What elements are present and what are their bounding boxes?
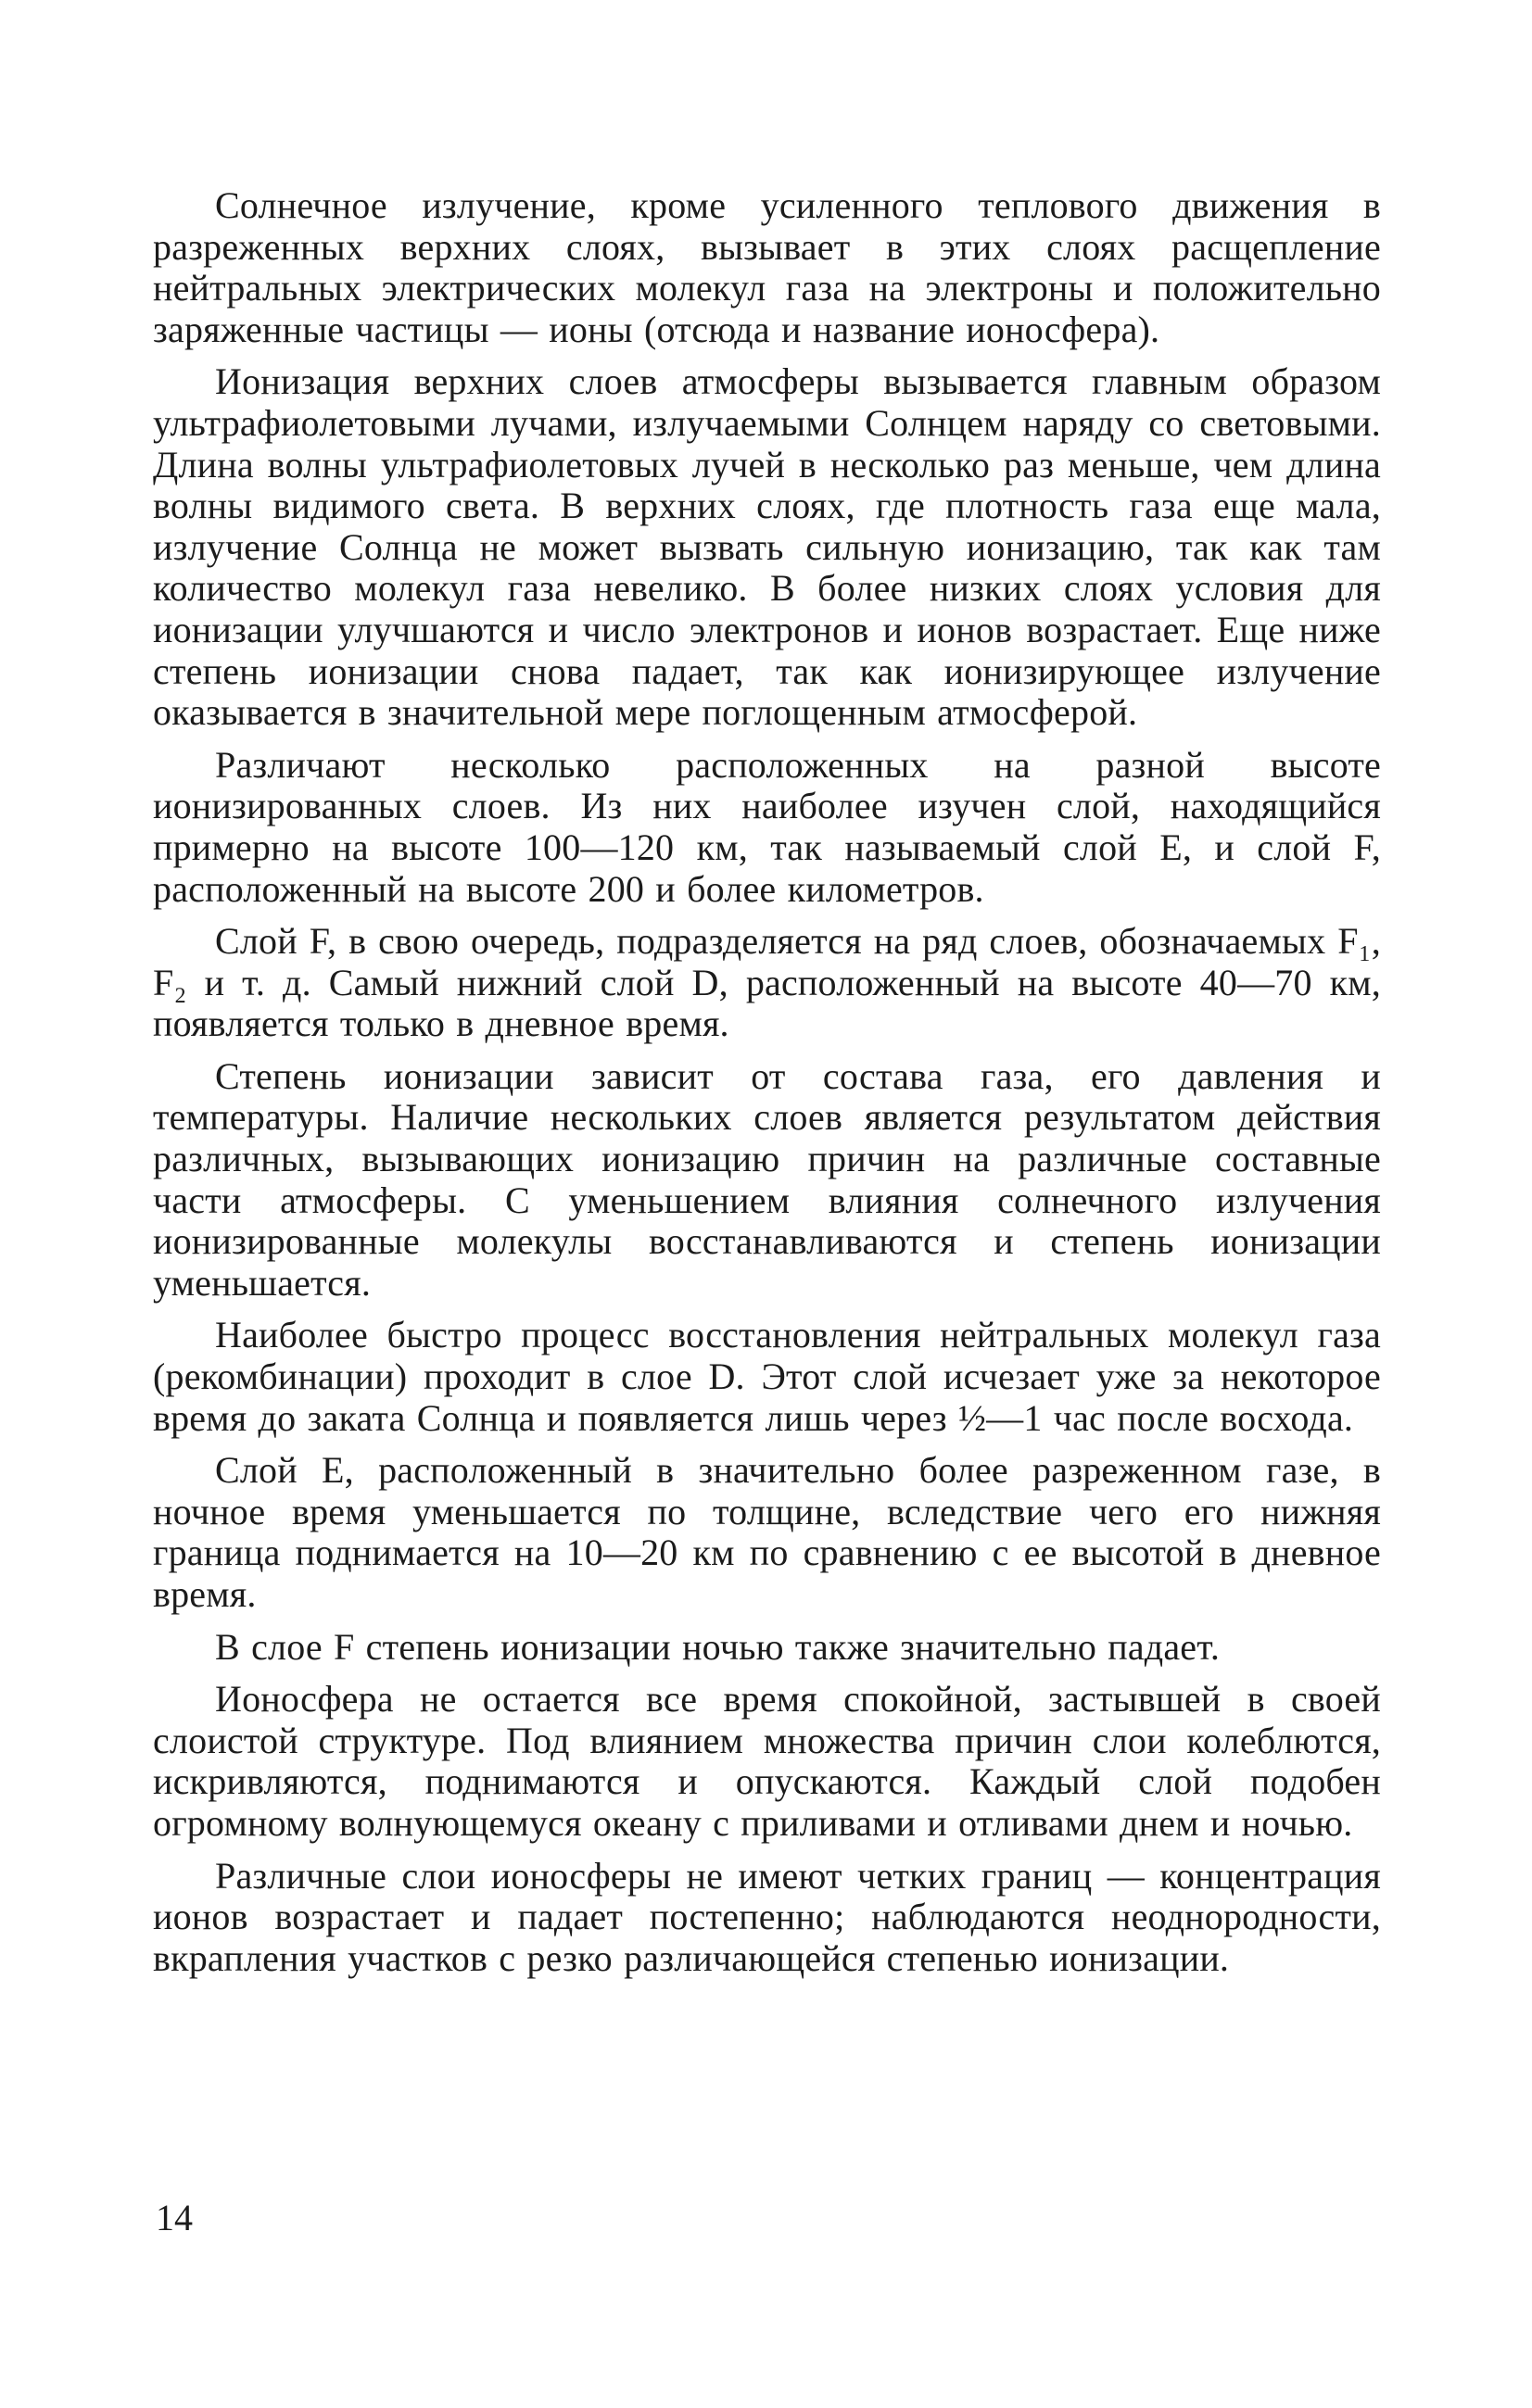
- paragraph: Различные слои ионосферы не имеют четких границ — концентрация ионов возрастает и падает постепенно; наблюдаются неоднородности, вкрапления участков с резко различающейся степенью ионизации.: [153, 1854, 1381, 1979]
- paragraph: Слой F, в свою очередь, подразделяется на ряд слоев, обозначаемых F₁, F₂ и т. д. Самый нижний слой D, расположенный на высоте 40—70 км, появляется только в дневное время.: [153, 920, 1381, 1045]
- paragraph: Наиболее быстро процесс восстановления нейтральных молекул газа (рекомбинации) проходит в слое D. Этот слой исчезает уже за некоторое время до заката Солнца и появляется лишь через ½—1 час после восхода.: [153, 1314, 1381, 1439]
- paragraph: Солнечное излучение, кроме усиленного теплового движения в разреженных верхних слоях, вызывает в этих слоях расщепление нейтральных электрических молекул газа на электроны и положительно заряженные частицы — ионы (отсюда и название ионосфера).: [153, 184, 1381, 350]
- paragraph: Слой E, расположенный в значительно более разреженном газе, в ночное время уменьшается по толщине, вследствие чего его нижняя граница поднимается на 10—20 км по сравнению с ее высотой в дневное время.: [153, 1449, 1381, 1615]
- paragraph: Различают несколько расположенных на разной высоте ионизированных слоев. Из них наиболее изучен слой, находящийся примерно на высоте 100—120 км, так называемый слой E, и слой F, расположенный на высоте 200 и более километров.: [153, 743, 1381, 910]
- paragraph: Степень ионизации зависит от состава газа, его давления и температуры. Наличие нескольких слоев является результатом действия различных, вызывающих ионизацию причин на различные составные части атмосферы. С уменьшением влияния солнечного излучения ионизированные молекулы восстанавливаются и степень ионизации уменьшается.: [153, 1054, 1381, 1304]
- page-number: 14: [156, 2197, 193, 2238]
- paragraph: Ионизация верхних слоев атмосферы вызывается главным образом ультрафиолетовыми лучами, излучаемыми Солнцем наряду со световыми. Длина волны ультрафиолетовых лучей в несколько раз меньше, чем длина волны видимого света. В верхних слоях, где плотность газа еще мала, излучение Солнца не может вызвать сильную ионизацию, так как там количество молекул газа невелико. В более низких слоях условия для ионизации улучшаются и число электронов и ионов возрастает. Еще ниже степень ионизации снова падает, так как ионизирующее излучение оказывается в значительной мере поглощенным атмосферой.: [153, 360, 1381, 734]
- paragraph: Ионосфера не остается все время спокойной, застывшей в своей слоистой структуре. Под влиянием множества причин слои колеблются, искривляются, поднимаются и опускаются. Каждый слой подобен огромному волнующемуся океану с приливами и отливами днем и ночью.: [153, 1678, 1381, 1844]
- paragraph: В слое F степень ионизации ночью также значительно падает.: [215, 1625, 1221, 1668]
- body-text: [153, 185, 1381, 1979]
